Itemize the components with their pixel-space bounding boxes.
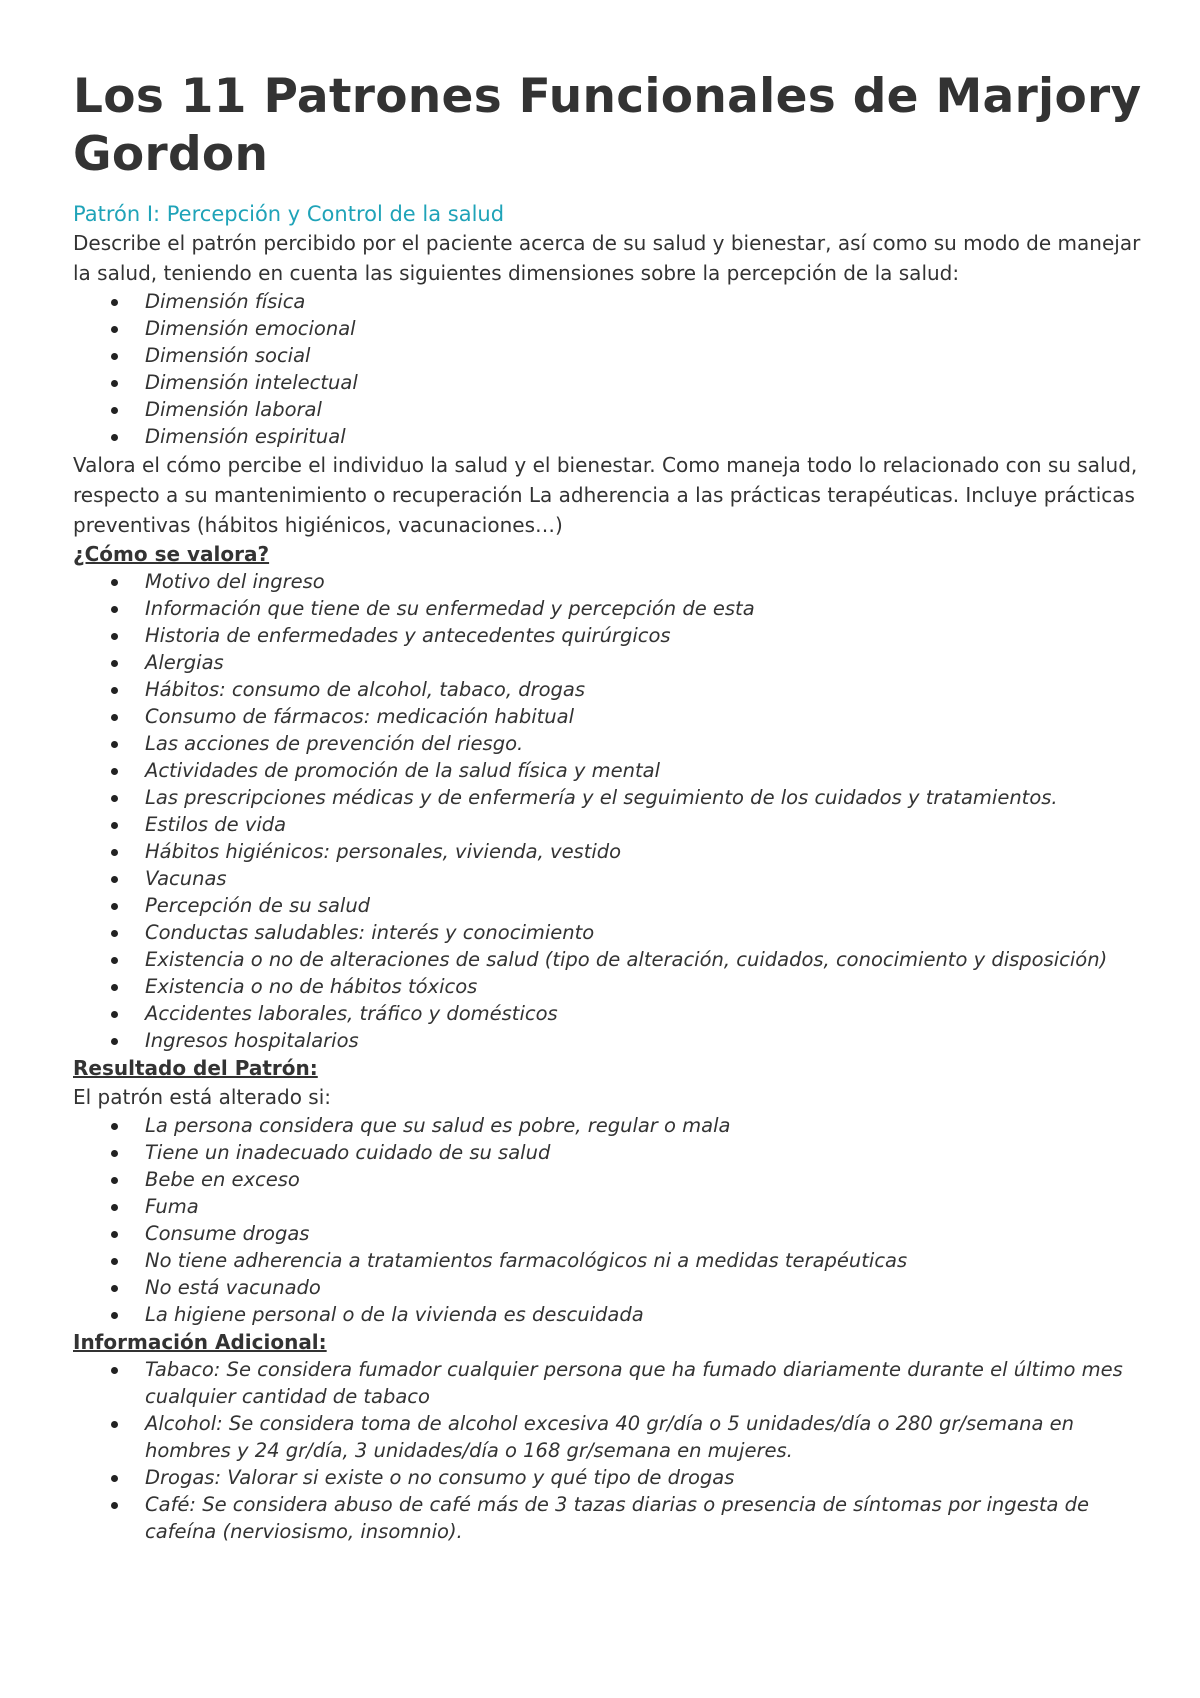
list-item: Información que tiene de su enfermedad y percepción de esta: [73, 595, 1143, 622]
result-list: [73, 1112, 1143, 1328]
section-heading: Patrón I: Percepción y Control de la salud: [73, 202, 505, 226]
info-list: [73, 1356, 1143, 1545]
list-item: No tiene adherencia a tratamientos farmacológicos ni a medidas terapéuticas: [73, 1247, 1143, 1274]
result-intro: El patrón está alterado si:: [73, 1085, 332, 1109]
list-item: Dimensión espiritual: [73, 423, 1143, 450]
list-item: Tabaco: Se considera fumador cualquier persona que ha fumado diariamente durante el último mes cualquier cantidad de tabaco: [73, 1356, 1143, 1410]
list-item: Fuma: [73, 1193, 1143, 1220]
list-item: Las acciones de prevención del riesgo.: [73, 730, 1143, 757]
list-item: Dimensión emocional: [73, 315, 1143, 342]
list-item: La higiene personal o de la vivienda es descuidada: [73, 1301, 1143, 1328]
list-item: Vacunas: [73, 865, 1143, 892]
list-item: Hábitos: consumo de alcohol, tabaco, drogas: [73, 676, 1143, 703]
list-item: Existencia o no de hábitos tóxicos: [73, 973, 1143, 1000]
list-item: Actividades de promoción de la salud física y mental: [73, 757, 1143, 784]
list-item: Existencia o no de alteraciones de salud (tipo de alteración, cuidados, conocimiento y disposición): [73, 946, 1143, 973]
list-item: Bebe en exceso: [73, 1166, 1143, 1193]
list-item: La persona considera que su salud es pobre, regular o mala: [73, 1112, 1143, 1139]
how-heading: ¿Cómo se valora?: [73, 542, 270, 566]
list-item: Dimensión física: [73, 288, 1143, 315]
list-item: Tiene un inadecuado cuidado de su salud: [73, 1139, 1143, 1166]
list-item: Consume drogas: [73, 1220, 1143, 1247]
list-item: Dimensión intelectual: [73, 369, 1143, 396]
list-item: Consumo de fármacos: medicación habitual: [73, 703, 1143, 730]
list-item: Dimensión social: [73, 342, 1143, 369]
how-list: [73, 568, 1143, 1054]
info-heading: Información Adicional:: [73, 1330, 327, 1354]
list-item: Hábitos higiénicos: personales, vivienda, vestido: [73, 838, 1143, 865]
list-item: Percepción de su salud: [73, 892, 1143, 919]
list-item: Café: Se considera abuso de café más de 3 tazas diarias o presencia de síntomas por ingesta de cafeína (nerviosismo, insomnio).: [73, 1491, 1143, 1545]
list-item: Alcohol: Se considera toma de alcohol excesiva 40 gr/día o 5 unidades/día o 280 gr/semana en hombres y 24 gr/día, 3 unidades/día o 168 gr/semana en mujeres.: [73, 1410, 1143, 1464]
list-item: Conductas saludables: interés y conocimiento: [73, 919, 1143, 946]
list-item: Alergias: [73, 649, 1143, 676]
list-item: Accidentes laborales, tráfico y domésticos: [73, 1000, 1143, 1027]
list-item: Motivo del ingreso: [73, 568, 1143, 595]
list-item: Historia de enfermedades y antecedentes quirúrgicos: [73, 622, 1143, 649]
result-heading: Resultado del Patrón:: [73, 1056, 318, 1080]
list-item: Estilos de vida: [73, 811, 1143, 838]
document-page: [73, 68, 1143, 1545]
intro-paragraph: Describe el patrón percibido por el paciente acerca de su salud y bienestar, así como su modo de manejar la salud, teniendo en cuenta las siguientes dimensiones sobre la percepción de la salud:: [73, 231, 1141, 285]
list-item: Ingresos hospitalarios: [73, 1027, 1143, 1054]
list-item: Dimensión laboral: [73, 396, 1143, 423]
list-item: Drogas: Valorar si existe o no consumo y qué tipo de drogas: [73, 1464, 1143, 1491]
dimensions-list: [73, 288, 1143, 450]
list-item: No está vacunado: [73, 1274, 1143, 1301]
list-item: Las prescripciones médicas y de enfermería y el seguimiento de los cuidados y tratamientos.: [73, 784, 1143, 811]
valoration-paragraph: Valora el cómo percibe el individuo la salud y el bienestar. Como maneja todo lo relacionado con su salud, respecto a su mantenimiento o recuperación La adherencia a las prácticas terapéuticas. Incluye prácticas preventivas (hábitos higiénicos, vacunaciones…): [73, 453, 1138, 537]
page-title: Los 11 Patrones Funcionales de Marjory Gordon: [73, 69, 1142, 182]
